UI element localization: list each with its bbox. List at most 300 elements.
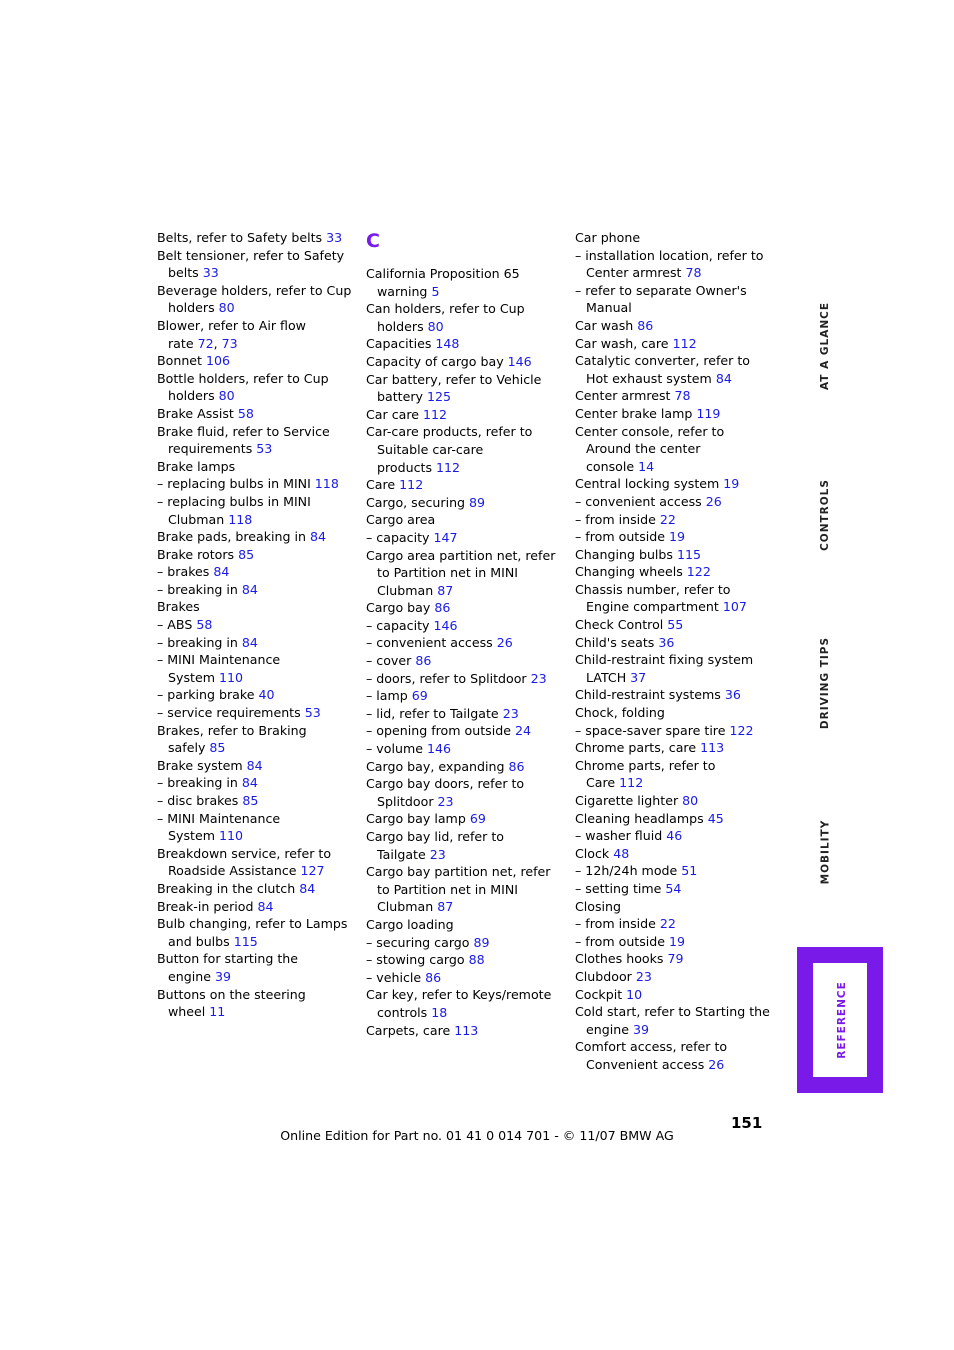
index-entry [575, 616, 775, 634]
page-link[interactable]: 119 [696, 405, 721, 421]
entry-text: Brake system [157, 757, 247, 773]
entry-text: controls [377, 1004, 432, 1020]
page-link[interactable]: 146 [507, 353, 532, 369]
entry-text: Car-care products, refer to [366, 424, 533, 440]
index-entry-continuation [575, 598, 775, 616]
page-link[interactable]: 84 [213, 564, 230, 580]
index-entry [366, 1022, 566, 1040]
side-tab-label: CONTROLS [819, 479, 832, 551]
index-entry [575, 282, 775, 300]
section-letter: C [366, 230, 380, 252]
side-tab-label: DRIVING TIPS [819, 636, 832, 730]
index-entry [366, 406, 566, 424]
entry-text: Chrome parts, care [575, 740, 701, 756]
entry-text: Cargo, securing [366, 494, 470, 510]
entry-text: Engine compartment [586, 599, 723, 615]
entry-text: Center armrest [575, 388, 675, 404]
index-entry [366, 934, 566, 952]
entry-text: California Proposition 65 [366, 266, 520, 281]
page-link[interactable]: 84 [241, 581, 258, 597]
index-entry-continuation [575, 440, 775, 458]
index-entry [366, 265, 566, 283]
index-entry [575, 352, 775, 370]
entry-text: Belt tensioner, refer to Safety [157, 247, 345, 263]
page-link[interactable]: 122 [686, 564, 711, 580]
entry-text: – refer to separate Owner's [575, 282, 747, 298]
entry-text: Brakes [157, 599, 200, 615]
index-entry [575, 475, 775, 493]
page-link[interactable]: 148 [435, 336, 460, 352]
entry-text: – lamp [366, 688, 412, 704]
page-link[interactable]: 23 [437, 793, 454, 809]
page-link[interactable]: 86 [415, 653, 432, 669]
index-entry [366, 916, 566, 934]
entry-text: – capacity [366, 617, 434, 633]
footer-text: Online Edition for Part no. 01 41 0 014 701 - © 11/07 BMW AG [280, 1128, 674, 1143]
index-entry-continuation [157, 264, 357, 282]
page-link[interactable]: 127 [300, 863, 325, 879]
page-link[interactable]: 45 [707, 810, 724, 826]
index-entry [366, 617, 566, 635]
page-link[interactable]: 19 [669, 529, 686, 545]
entry-text: – from inside [575, 511, 660, 527]
index-entry [157, 686, 357, 704]
page-link[interactable]: 22 [659, 916, 676, 932]
index-entry [575, 686, 775, 704]
entry-text: Care [366, 477, 400, 493]
entry-text: Button for starting the [157, 951, 298, 967]
page-link[interactable]: 55 [667, 617, 684, 633]
entry-text: Capacity of cargo bay [366, 353, 508, 369]
index-entry [157, 757, 357, 775]
entry-text: Convenient access [586, 1056, 709, 1072]
page-link[interactable]: 53 [304, 705, 321, 721]
index-entry-continuation [575, 370, 775, 388]
entry-text: – replacing bulbs in MINI [157, 476, 315, 492]
entry-text: – vehicle [366, 969, 426, 985]
index-entry [157, 722, 357, 740]
page-link[interactable]: 112 [436, 459, 461, 475]
entry-text: Changing wheels [575, 564, 687, 580]
page-link[interactable]: 118 [228, 511, 253, 527]
entry-text: – from outside [575, 933, 670, 949]
entry-text: Child's seats [575, 634, 659, 650]
entry-text: Cargo bay [366, 600, 435, 616]
entry-text: Cargo bay lid, refer to [366, 829, 504, 844]
index-entry-continuation [366, 388, 566, 406]
index-entry [157, 845, 357, 863]
index-entry-continuation [366, 1004, 566, 1022]
page-link[interactable]: 110 [218, 669, 244, 685]
page-link[interactable]: 40 [258, 687, 275, 703]
index-entry [157, 317, 357, 335]
entry-text: – convenient access [366, 635, 497, 651]
index-entry-continuation [366, 898, 566, 916]
index-entry [157, 546, 357, 564]
entry-text: Car wash, care [575, 335, 673, 351]
page-link[interactable]: 79 [667, 951, 684, 967]
index-column-3 [575, 229, 775, 1074]
index-entry [366, 758, 566, 776]
index-entry [157, 950, 357, 968]
entry-text: warning [377, 283, 432, 299]
page-link[interactable]: 33 [202, 265, 219, 281]
index-entry [575, 898, 775, 916]
page-link[interactable]: 26 [705, 493, 722, 509]
index-entry [157, 493, 357, 511]
index-entry [366, 652, 566, 670]
page-link[interactable]: 112 [423, 406, 448, 422]
entry-text: console [586, 458, 639, 474]
index-entry [157, 634, 357, 652]
side-tab-reference-active[interactable] [797, 947, 883, 1093]
page-link[interactable]: 23 [502, 705, 519, 721]
index-entry [575, 563, 775, 581]
entry-text: – ABS [157, 617, 197, 633]
page-link[interactable]: 39 [214, 968, 231, 984]
index-entry [575, 722, 775, 740]
index-entry [366, 371, 566, 389]
entry-text: Belts, refer to Safety belts [157, 230, 327, 245]
page-link[interactable]: 106 [206, 353, 231, 369]
index-entry [575, 247, 775, 265]
entry-text: – MINI Maintenance [157, 810, 281, 826]
index-entry [575, 581, 775, 599]
index-entry [157, 986, 357, 1004]
side-tab-controls[interactable] [807, 470, 843, 560]
entry-text: Bulb changing, refer to Lamps [157, 916, 348, 932]
index-entry [575, 651, 775, 669]
page-link[interactable]: 85 [242, 793, 259, 808]
page-link[interactable]: 51 [681, 863, 698, 879]
page-link[interactable]: 84 [257, 898, 274, 914]
entry-text: – washer fluid [575, 828, 667, 844]
index-entry [575, 792, 775, 810]
page-link[interactable]: 122 [729, 722, 754, 738]
index-column-2 [366, 229, 566, 1039]
page-link[interactable]: 72 [197, 335, 214, 351]
entry-text: Cleaning headlamps [575, 810, 708, 826]
entry-text: Car phone [575, 230, 641, 245]
page-link[interactable]: 18 [431, 1004, 448, 1020]
page-link[interactable]: 48 [613, 845, 630, 861]
index-entry-continuation [366, 441, 566, 459]
entry-text: Breakdown service, refer to [157, 845, 332, 861]
index-entry [366, 722, 566, 740]
page-link[interactable]: 39 [632, 1021, 649, 1037]
entry-text: – stowing cargo [366, 952, 469, 968]
entry-text: Chrome parts, refer to [575, 757, 716, 773]
side-tab-label: AT A GLANCE [819, 301, 832, 391]
page-link[interactable]: 23 [530, 670, 547, 686]
page-link[interactable]: 86 [637, 317, 654, 333]
entry-text: Cold start, refer to Starting the [575, 1004, 770, 1020]
index-entry [157, 880, 357, 898]
entry-text: – securing cargo [366, 934, 474, 950]
page-link[interactable]: 85 [238, 546, 255, 562]
page-link[interactable]: 26 [708, 1056, 725, 1072]
page-link[interactable]: 58 [237, 405, 254, 421]
entry-text: Cargo bay partition net, refer [366, 864, 551, 880]
page-link[interactable]: 36 [658, 634, 675, 650]
page-link[interactable]: 23 [635, 968, 652, 984]
entry-text: holders [377, 318, 428, 334]
index-entry [366, 986, 566, 1004]
entry-text: – breaking in [157, 581, 242, 597]
entry-text: Center armrest [586, 265, 686, 281]
entry-text: Can holders, refer to Cup [366, 301, 525, 317]
index-entry [157, 810, 357, 828]
index-entry [366, 599, 566, 617]
page-link[interactable]: 80 [218, 300, 235, 316]
entry-text: – parking brake [157, 687, 259, 703]
entry-text: Care [586, 775, 620, 791]
page-link[interactable]: 84 [246, 757, 263, 773]
entry-text: Cigarette lighter [575, 793, 683, 808]
index-entry-continuation [366, 582, 566, 600]
page-link[interactable]: 5 [431, 283, 440, 299]
page-link[interactable]: 46 [666, 828, 683, 844]
entry-text: Brakes, refer to Braking [157, 722, 307, 738]
index-entry [575, 634, 775, 652]
entry-text: Center brake lamp [575, 405, 697, 421]
entry-text: Changing bulbs [575, 546, 677, 562]
page-link[interactable]: 37 [630, 669, 647, 685]
index-entry [157, 282, 357, 300]
index-entry-continuation [366, 793, 566, 811]
entry-text: Splitdoor [377, 793, 438, 809]
page-link[interactable]: 11 [209, 1004, 226, 1020]
page-link[interactable]: 89 [473, 934, 490, 950]
index-entry-continuation [575, 669, 775, 687]
entry-text: Buttons on the steering [157, 986, 306, 1002]
page-link[interactable]: 26 [496, 635, 513, 651]
entry-text: Brake lamps [157, 458, 236, 474]
index-entry-continuation [157, 827, 357, 845]
side-tab-driving-tips[interactable] [807, 630, 843, 736]
page-link[interactable]: 80 [218, 388, 235, 404]
page-link[interactable]: 107 [722, 599, 747, 615]
page-link[interactable]: 10 [626, 986, 643, 1002]
entry-text: – installation location, refer to [575, 247, 764, 263]
index-entry [157, 774, 357, 792]
index-entry [366, 335, 566, 353]
index-entry-continuation [575, 1056, 775, 1074]
page-link[interactable]: 112 [619, 775, 644, 791]
index-entry [575, 405, 775, 423]
entry-text: System [168, 828, 219, 844]
page-link[interactable]: 54 [665, 880, 682, 896]
page-link[interactable]: 115 [676, 546, 702, 562]
entry-text: Brake rotors [157, 546, 239, 562]
index-entry [157, 458, 357, 476]
index-entry [157, 915, 357, 933]
index-entry [575, 986, 775, 1004]
entry-text: – breaking in [157, 634, 242, 650]
page-link[interactable]: 88 [468, 952, 485, 968]
page-link[interactable]: 78 [674, 388, 691, 404]
index-entry [575, 546, 775, 564]
index-entry [157, 598, 357, 616]
page-link[interactable]: 69 [411, 688, 428, 704]
page-link[interactable]: 53 [256, 441, 273, 457]
index-entry [366, 969, 566, 987]
page-link[interactable]: 19 [723, 476, 740, 492]
entry-text: Beverage holders, refer to Cup [157, 282, 352, 298]
side-tab-mobility[interactable] [807, 808, 843, 896]
index-column-1 [157, 229, 357, 1021]
index-entry [157, 352, 357, 370]
page-link[interactable]: 112 [399, 477, 424, 493]
page-link[interactable]: 22 [659, 511, 676, 527]
entry-text: engine [168, 968, 215, 984]
page-link[interactable]: 125 [426, 389, 452, 405]
index-entry [157, 581, 357, 599]
entry-text: Capacities [366, 336, 436, 352]
entry-text: Closing [575, 898, 622, 914]
entry-text: products [377, 459, 437, 475]
page-link[interactable]: 146 [433, 617, 458, 633]
page-link[interactable]: 80 [682, 793, 699, 808]
page-link[interactable]: 69 [469, 811, 486, 827]
index-entry [366, 547, 566, 565]
entry-text: Clock [575, 845, 614, 861]
index-entry [575, 335, 775, 353]
page-link[interactable]: 113 [454, 1022, 479, 1038]
page-link[interactable]: 86 [434, 600, 451, 616]
index-entry-continuation [575, 1021, 775, 1039]
page-link[interactable]: 146 [426, 741, 452, 757]
index-entry [575, 229, 775, 247]
index-entry [366, 775, 566, 793]
page-link[interactable]: 80 [427, 318, 444, 334]
index-entry [157, 247, 357, 265]
index-entry [575, 739, 775, 757]
page-link[interactable]: 84 [715, 370, 732, 386]
page-link[interactable]: 36 [724, 687, 741, 703]
page-link[interactable]: 87 [437, 582, 454, 598]
entry-text: Suitable car-care [377, 441, 484, 457]
index-entry-continuation [366, 564, 566, 582]
entry-text: Cockpit [575, 986, 627, 1002]
entry-text: Tailgate [377, 846, 430, 862]
page-link[interactable]: 87 [437, 899, 454, 915]
index-entry-continuation [575, 264, 775, 282]
side-tab-reference-inner [813, 963, 867, 1077]
entry-text: – replacing bulbs in MINI [157, 493, 311, 509]
entry-text: – service requirements [157, 705, 305, 721]
entry-text: Hot exhaust system [586, 370, 716, 386]
index-entry [575, 915, 775, 933]
entry-text: Cargo bay doors, refer to [366, 776, 525, 792]
index-entry [157, 229, 357, 247]
entry-text: engine [586, 1021, 633, 1037]
page-link[interactable]: 23 [429, 846, 446, 862]
entry-text: Cargo bay lamp [366, 811, 470, 827]
index-entry [366, 423, 566, 441]
entry-text: requirements [168, 441, 257, 457]
page-link[interactable]: 84 [241, 634, 258, 650]
page-link[interactable]: 78 [685, 265, 702, 281]
index-entry-continuation [366, 283, 566, 301]
entry-text: Manual [586, 300, 632, 316]
entry-text: , [213, 335, 222, 351]
entry-text: – volume [366, 741, 427, 757]
page-link[interactable]: 89 [469, 494, 486, 510]
page-link[interactable]: 19 [669, 933, 686, 949]
entry-text: Child-restraint systems [575, 687, 725, 703]
index-entry [366, 529, 566, 547]
entry-text: Clubdoor [575, 968, 636, 984]
index-entry [575, 880, 775, 898]
index-entry-continuation [157, 739, 357, 757]
page-link[interactable]: 33 [326, 230, 343, 245]
side-tab-label: MOBILITY [819, 819, 831, 885]
entry-text: Cargo loading [366, 916, 454, 932]
index-entry [157, 704, 357, 722]
page-link[interactable]: 118 [314, 476, 339, 492]
page-link[interactable]: 85 [209, 740, 226, 756]
entry-text: Catalytic converter, refer to [575, 353, 750, 369]
page-link[interactable]: 58 [196, 617, 213, 633]
index-entry-continuation [157, 669, 357, 687]
page-link[interactable]: 14 [638, 458, 655, 474]
entry-text: Car key, refer to Keys/remote [366, 987, 552, 1003]
page-link[interactable]: 115 [233, 933, 258, 949]
index-entry [157, 370, 357, 388]
index-entry [366, 670, 566, 688]
index-entry [157, 423, 357, 441]
entry-text: Car wash [575, 317, 638, 333]
page-link[interactable]: 112 [672, 335, 697, 351]
page-link[interactable]: 110 [218, 828, 244, 844]
page-link[interactable]: 147 [433, 529, 458, 545]
entry-text: – MINI Maintenance [157, 652, 281, 668]
entry-text: Comfort access, refer to [575, 1039, 728, 1055]
entry-text: – capacity [366, 529, 434, 545]
index-entry [575, 933, 775, 951]
index-entry [157, 475, 357, 493]
entry-text: – 12h/24h mode [575, 863, 682, 879]
page-link[interactable]: 84 [241, 775, 258, 791]
index-entry [366, 511, 566, 529]
index-entry [366, 687, 566, 705]
page-link[interactable]: 84 [310, 529, 327, 545]
index-entry-continuation [157, 440, 357, 458]
entry-text: Chassis number, refer to [575, 581, 731, 597]
entry-text: Clubman [377, 899, 438, 915]
index-entry [366, 634, 566, 652]
side-tab-at-a-glance[interactable] [807, 300, 843, 392]
entry-text: Bonnet [157, 353, 206, 369]
entry-text: Cargo area partition net, refer [366, 547, 556, 563]
page-link[interactable]: 86 [508, 758, 525, 774]
entry-text: Central locking system [575, 476, 724, 492]
entry-text: – space-saver spare tire [575, 722, 730, 738]
index-entry [157, 898, 357, 916]
entry-text: – convenient access [575, 493, 706, 509]
page-link[interactable]: 84 [299, 880, 316, 896]
entry-text: Brake pads, breaking in [157, 529, 311, 545]
entry-text: LATCH [586, 669, 631, 685]
entry-text: Brake Assist [157, 405, 238, 421]
index-entry [366, 810, 566, 828]
page-link[interactable]: 113 [700, 740, 725, 756]
page-link[interactable]: 24 [514, 723, 531, 739]
page-link[interactable]: 86 [425, 969, 442, 985]
page-link[interactable]: 73 [221, 335, 238, 351]
index-entry-continuation [157, 1003, 357, 1021]
